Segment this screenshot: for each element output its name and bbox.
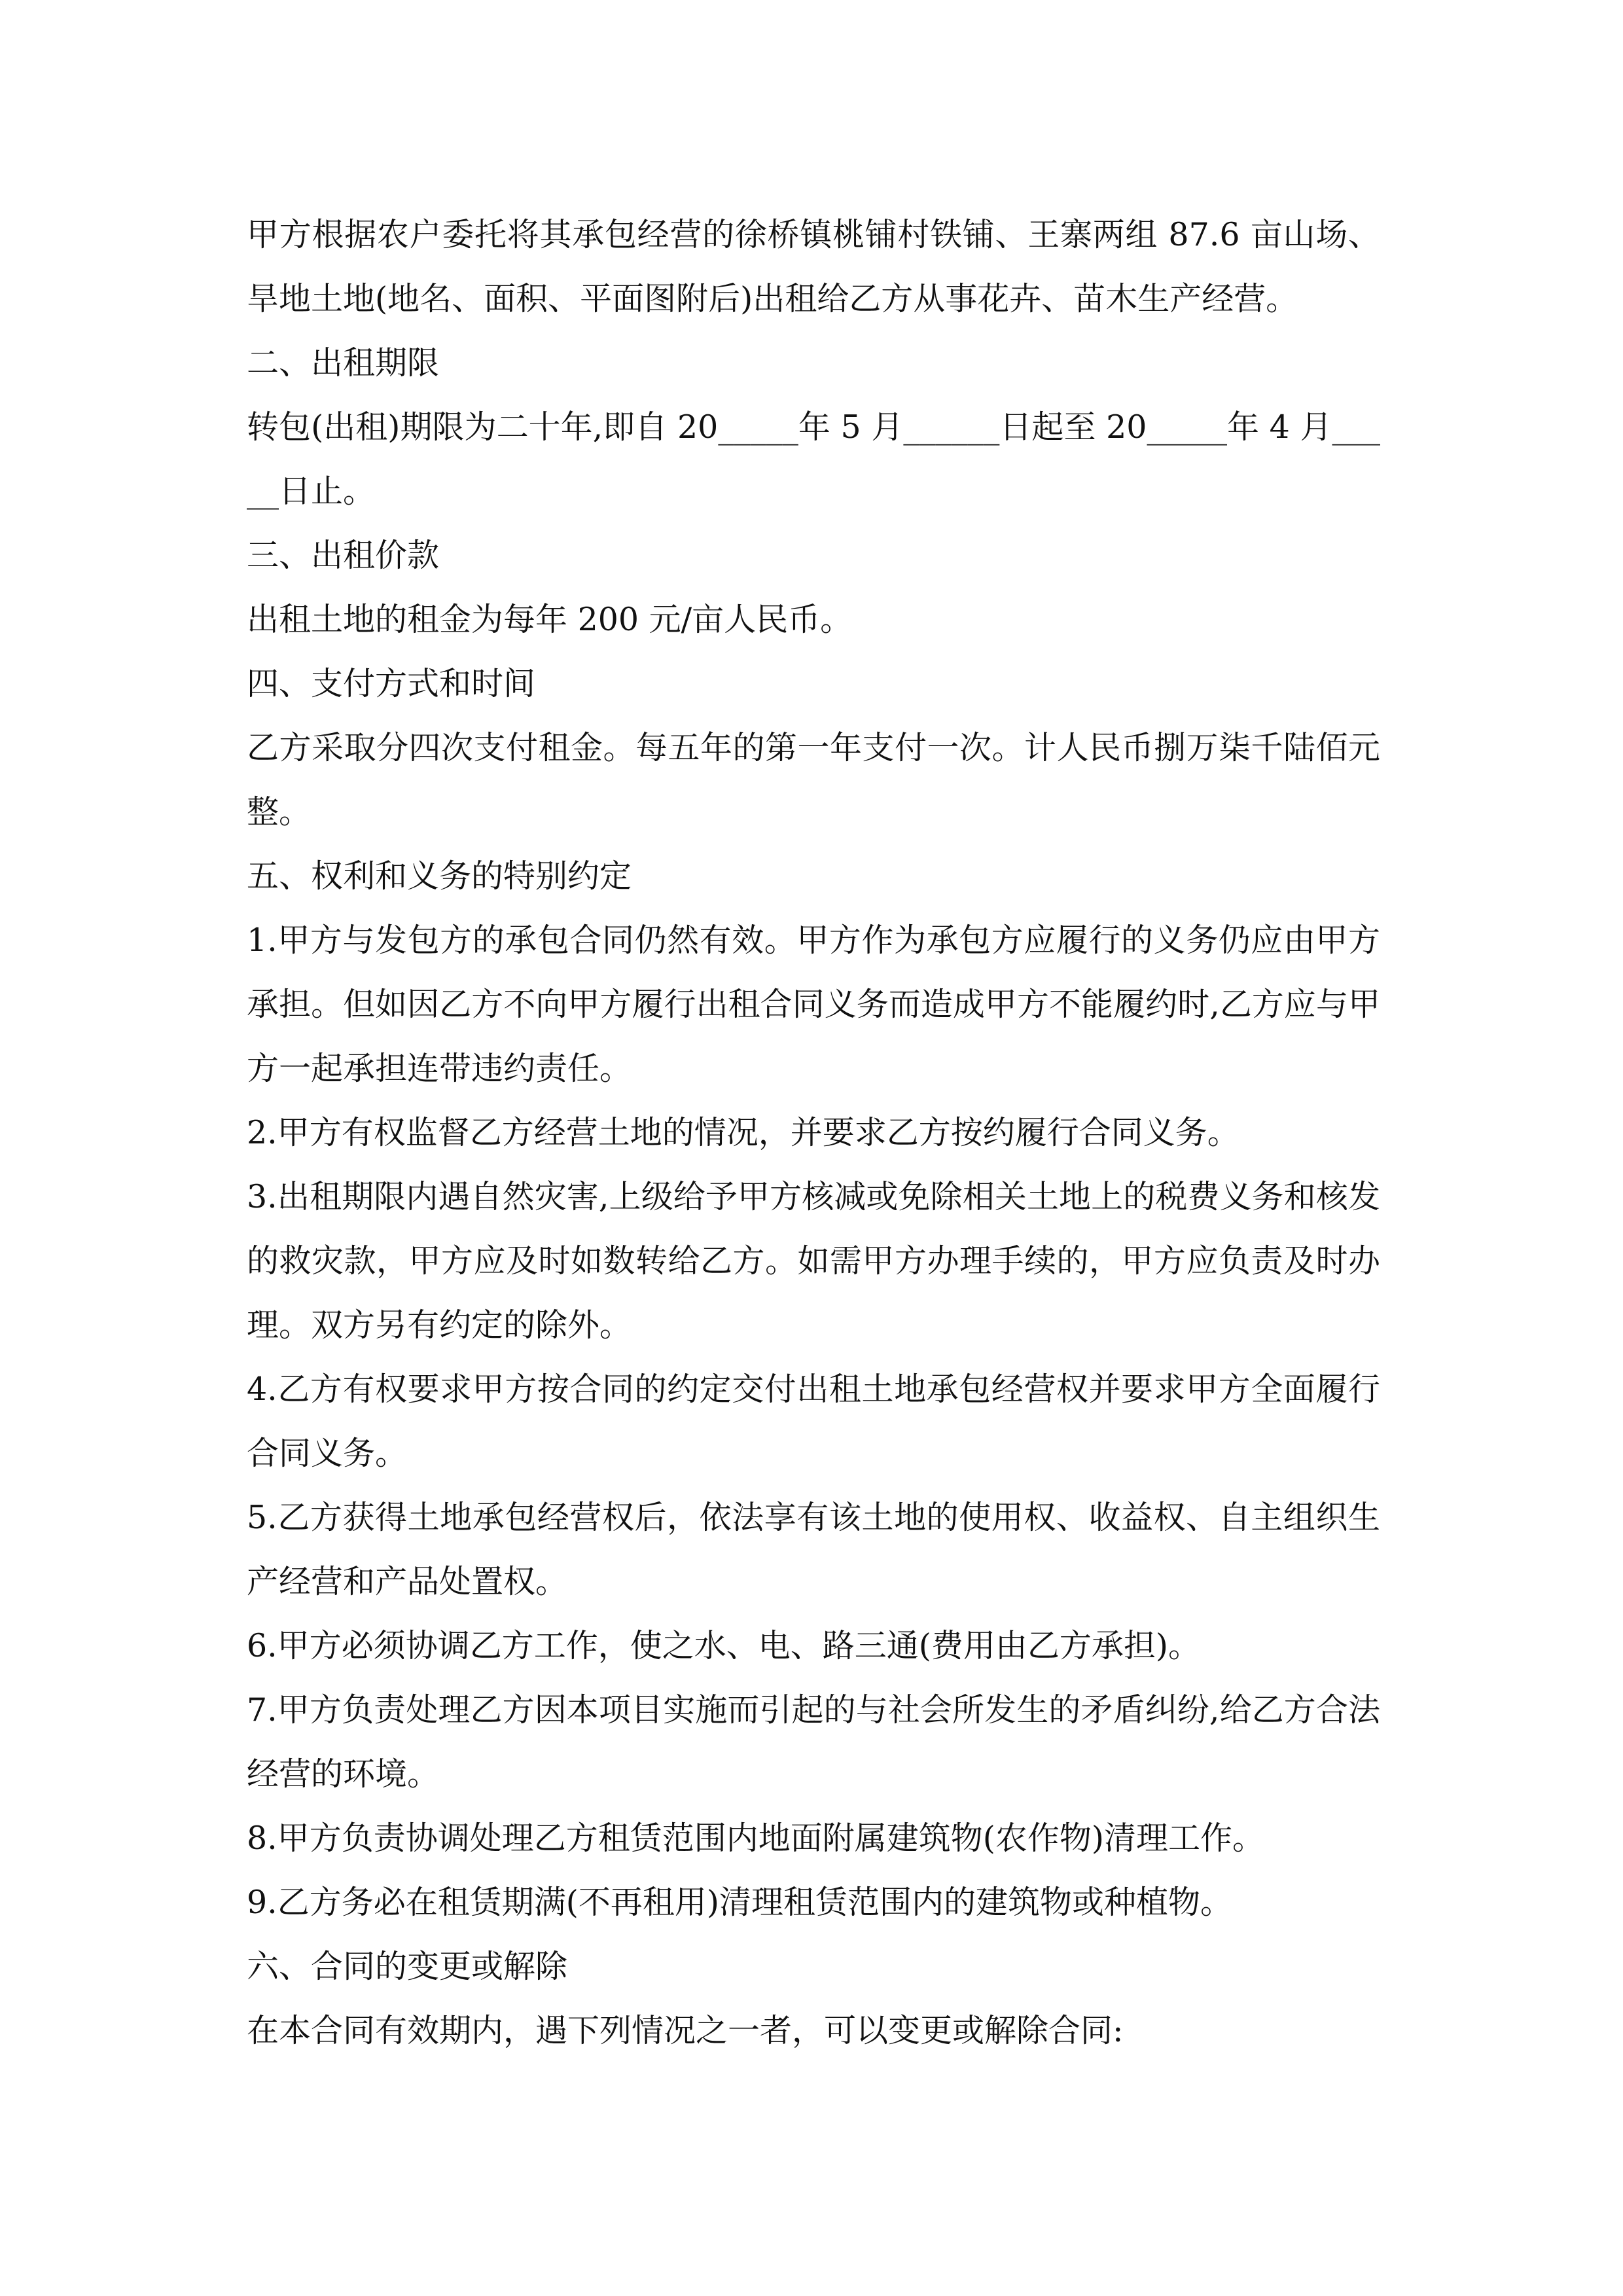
clause-3: 3.出租期限内遇自然灾害,上级给予甲方核减或免除相关土地上的税费义务和核发的救灾款，甲方应及时如数转给乙方。如需甲方办理手续的，甲方应负责及时办理。双方另有约定的除外。 [247, 1178, 1380, 1344]
clause-8: 8.甲方负责协调处理乙方租赁范围内地面附属建筑物(农作物)清理工作。 [247, 1820, 1264, 1857]
document-body [247, 203, 1380, 2063]
clause-2: 2.甲方有权监督乙方经营土地的情况，并要求乙方按约履行合同义务。 [247, 1114, 1240, 1151]
paragraph-change-termination: 在本合同有效期内，遇下列情况之一者，可以变更或解除合同: [247, 2012, 1124, 2049]
paragraph-payment: 乙方采取分四次支付租金。每五年的第一年支付一次。计人民币捌万柒千陆佰元整。 [247, 729, 1380, 831]
paragraph-land-description: 甲方根据农户委托将其承包经营的徐桥镇桃铺村铁铺、王寨两组 87.6 亩山场、旱地土地(地名、面积、平面图附后)出租给乙方从事花卉、苗木生产经营。 [247, 216, 1380, 317]
heading-rights-obligations: 五、权利和义务的特别约定 [247, 857, 632, 895]
clause-7: 7.甲方负责处理乙方因本项目实施而引起的与社会所发生的矛盾纠纷,给乙方合法经营的环境。 [247, 1691, 1380, 1793]
heading-lease-price: 三、出租价款 [247, 537, 440, 574]
clause-6: 6.甲方必须协调乙方工作，使之水、电、路三通(费用由乙方承担)。 [247, 1627, 1200, 1664]
heading-payment: 四、支付方式和时间 [247, 665, 536, 702]
heading-lease-term: 二、出租期限 [247, 344, 440, 382]
clause-4: 4.乙方有权要求甲方按合同的约定交付出租土地承包经营权并要求甲方全面履行合同义务。 [247, 1371, 1380, 1472]
paragraph-lease-price: 出租土地的租金为每年 200 元/亩人民币。 [247, 601, 853, 638]
clause-5: 5.乙方获得土地承包经营权后，依法享有该土地的使用权、收益权、自主组织生产经营和产品处置权。 [247, 1499, 1380, 1600]
heading-change-termination: 六、合同的变更或解除 [247, 1948, 568, 1985]
clause-9: 9.乙方务必在租赁期满(不再租用)清理租赁范围内的建筑物或种植物。 [247, 1884, 1232, 1921]
clause-1: 1.甲方与发包方的承包合同仍然有效。甲方作为承包方应履行的义务仍应由甲方承担。但如因乙方不向甲方履行出租合同义务而造成甲方不能履约时,乙方应与甲方一起承担连带违约责任。 [247, 922, 1380, 1087]
paragraph-lease-term: 转包(出租)期限为二十年,即自 20_____年 5 月______日起至 20_____年 4 月_____日止。 [247, 408, 1380, 510]
